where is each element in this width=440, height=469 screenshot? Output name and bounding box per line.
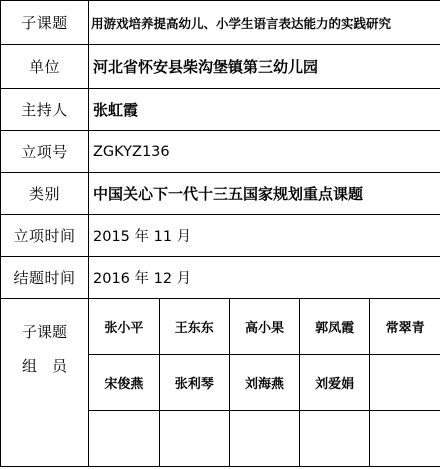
end-time-label: 结题时间 xyxy=(1,257,89,299)
row-project-number xyxy=(1,131,440,173)
subproject-value: 用游戏培养提高幼儿、小学生语言表达能力的实践研究 xyxy=(89,1,440,45)
member-cell xyxy=(229,411,299,467)
member-cell xyxy=(370,355,440,411)
row-subproject xyxy=(1,1,440,45)
member-cell xyxy=(370,411,440,467)
members-row xyxy=(89,355,440,411)
member-cell xyxy=(89,411,159,467)
member-cell: 高小果 xyxy=(229,299,299,355)
member-cell: 常翠青 xyxy=(370,299,440,355)
member-cell: 宋俊燕 xyxy=(89,355,159,411)
unit-label: 单位 xyxy=(1,45,89,89)
members-label-line2: 组 员 xyxy=(21,357,67,375)
member-cell: 张小平 xyxy=(89,299,159,355)
member-cell: 刘海燕 xyxy=(229,355,299,411)
members-grid-cell xyxy=(89,299,440,467)
member-cell xyxy=(159,411,229,467)
member-cell: 张利琴 xyxy=(159,355,229,411)
members-row xyxy=(89,411,440,467)
start-time-label: 立项时间 xyxy=(1,215,89,257)
category-value: 中国关心下一代十三五国家规划重点课题 xyxy=(89,173,440,215)
unit-value: 河北省怀安县柴沟堡镇第三幼儿园 xyxy=(89,45,440,89)
members-label-line1: 子课题 xyxy=(21,323,67,341)
member-cell: 刘爱娟 xyxy=(300,355,370,411)
member-cell: 郭凤霞 xyxy=(300,299,370,355)
project-number-value: ZGKYZ136 xyxy=(89,131,440,173)
members-label xyxy=(1,299,89,467)
subproject-label: 子课题 xyxy=(1,1,89,45)
row-category xyxy=(1,173,440,215)
row-unit xyxy=(1,45,440,89)
row-members xyxy=(1,299,440,467)
host-label: 主持人 xyxy=(1,89,89,131)
category-label: 类别 xyxy=(1,173,89,215)
start-time-value: 2015 年 11 月 xyxy=(89,215,440,257)
host-value: 张虹霞 xyxy=(89,89,440,131)
members-row xyxy=(89,299,440,355)
member-cell xyxy=(300,411,370,467)
end-time-value: 2016 年 12 月 xyxy=(89,257,440,299)
row-host xyxy=(1,89,440,131)
member-cell: 王东东 xyxy=(159,299,229,355)
project-number-label: 立项号 xyxy=(1,131,89,173)
row-end-time xyxy=(1,257,440,299)
members-grid xyxy=(89,299,440,466)
row-start-time xyxy=(1,215,440,257)
